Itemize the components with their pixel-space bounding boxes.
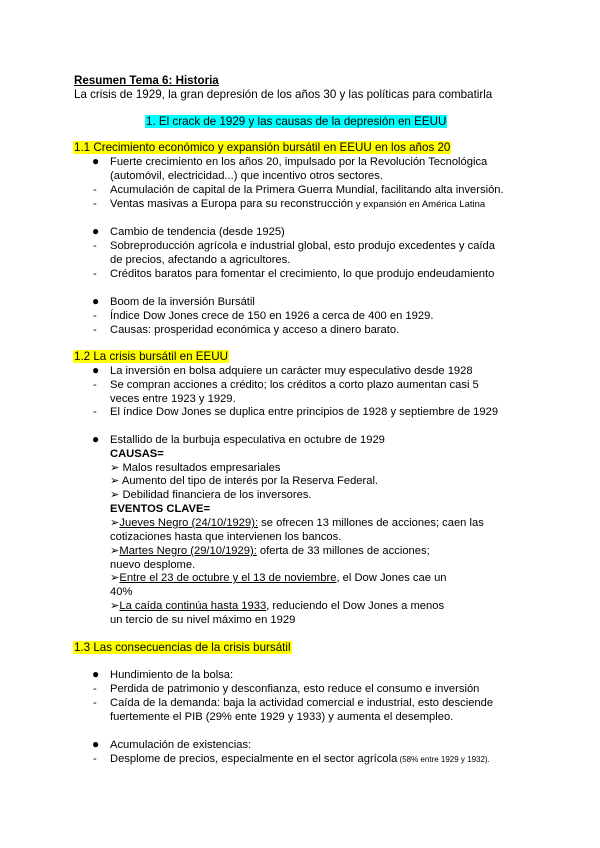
evento-item-cont: 40% — [110, 586, 133, 598]
list-item: Caída de la demanda: baja la actividad comercial e industrial, esto desciende — [110, 697, 494, 709]
dash-icon: - — [93, 697, 97, 709]
bullet-icon: ● — [92, 294, 100, 308]
section-1-3-heading: 1.3 Las consecuencias de la crisis bursátil — [74, 641, 291, 654]
section-1-title: 1. El crack de 1929 y las causas de la depresión en EEUU — [146, 115, 447, 128]
list-item-cont: (automóvil, electricidad...) que incentivo otros sectores. — [110, 170, 383, 182]
evento-item: ➢Martes Negro (29/10/1929): oferta de 33 millones de acciones; — [110, 545, 430, 557]
list-item: La inversión en bolsa adquiere un carácter muy especulativo desde 1928 — [110, 365, 473, 377]
causa-item: ➢ Aumento del tipo de interés por la Reserva Federal. — [110, 475, 379, 487]
dash-icon: - — [93, 753, 97, 765]
list-item: Acumulación de existencias: — [110, 739, 252, 751]
list-item: El índice Dow Jones se duplica entre principios de 1928 y septiembre de 1929 — [110, 406, 499, 418]
list-item: Índice Dow Jones crece de 150 en 1926 a cerca de 400 en 1929. — [110, 310, 434, 322]
list-item-cont: fuertemente el PIB (29% ente 1929 y 1933) y aumenta el desempleo. — [110, 711, 454, 723]
section-1-2-heading: 1.2 La crisis bursátil en EEUU — [74, 350, 229, 363]
bullet-icon: ● — [92, 667, 100, 681]
list-item: Desplome de precios, especialmente en el sector agrícola (58% entre 1929 y 1932). — [110, 753, 490, 765]
evento-item: ➢La caída continúa hasta 1933, reduciendo el Dow Jones a menos — [110, 600, 445, 612]
bullet-icon: ● — [92, 432, 100, 446]
evento-item: ➢Jueves Negro (24/10/1929): se ofrecen 13 millones de acciones; caen las — [110, 517, 484, 529]
list-item: Cambio de tendencia (desde 1925) — [110, 226, 285, 238]
causa-item: ➢ Debilidad financiera de los inversores. — [110, 489, 312, 501]
list-item-cont: veces entre 1923 y 1929. — [110, 393, 236, 405]
dash-icon: - — [93, 198, 97, 210]
dash-icon: - — [93, 240, 97, 252]
list-item: Acumulación de capital de la Primera Guerra Mundial, facilitando alta inversión. — [110, 184, 504, 196]
list-item: Se compran acciones a crédito; los créditos a corto plazo aumentan casi 5 — [110, 379, 479, 391]
eventos-label: EVENTOS CLAVE= — [110, 503, 210, 515]
evento-item-cont: nuevo desplome. — [110, 559, 196, 571]
dash-icon: - — [93, 324, 97, 336]
document-title: Resumen Tema 6: Historia — [74, 74, 219, 87]
causas-label: CAUSAS= — [110, 448, 164, 460]
dash-icon: - — [93, 184, 97, 196]
bullet-icon: ● — [92, 224, 100, 238]
dash-icon: - — [93, 379, 97, 391]
list-item: Causas: prosperidad económica y acceso a dinero barato. — [110, 324, 400, 336]
dash-icon: - — [93, 683, 97, 695]
list-item: Fuerte crecimiento en los años 20, impulsado por la Revolución Tecnológica — [110, 156, 488, 168]
list-item: Boom de la inversión Bursátil — [110, 296, 255, 308]
evento-item-cont: un tercio de su nivel máximo en 1929 — [110, 614, 296, 626]
list-item: Sobreproducción agrícola e industrial global, esto produjo excedentes y caída — [110, 240, 495, 252]
section-1-1-heading: 1.1 Crecimiento económico y expansión bursátil en EEUU en los años 20 — [74, 141, 451, 154]
bullet-icon: ● — [92, 154, 100, 168]
document-subtitle: La crisis de 1929, la gran depresión de los años 30 y las políticas para combatirla — [74, 88, 493, 101]
dash-icon: - — [93, 310, 97, 322]
list-item-cont: de precios, afectando a agricultores. — [110, 254, 291, 266]
list-item: Estallido de la burbuja especulativa en octubre de 1929 — [110, 434, 385, 446]
evento-item: ➢Entre el 23 de octubre y el 13 de noviembre, el Dow Jones cae un — [110, 572, 447, 584]
dash-icon: - — [93, 268, 97, 280]
dash-icon: - — [93, 406, 97, 418]
evento-item-cont: cotizaciones hasta que intervienen los bancos. — [110, 531, 342, 543]
list-item: Hundimiento de la bolsa: — [110, 669, 234, 681]
list-item: Ventas masivas a Europa para su reconstrucción y expansión en América Latina — [110, 198, 486, 210]
bullet-icon: ● — [92, 737, 100, 751]
bullet-icon: ● — [92, 363, 100, 377]
list-item: Perdida de patrimonio y desconfianza, esto reduce el consumo e inversión — [110, 683, 480, 695]
list-item: Créditos baratos para fomentar el crecimiento, lo que produjo endeudamiento — [110, 268, 495, 280]
causa-item: ➢ Malos resultados empresariales — [110, 462, 281, 474]
